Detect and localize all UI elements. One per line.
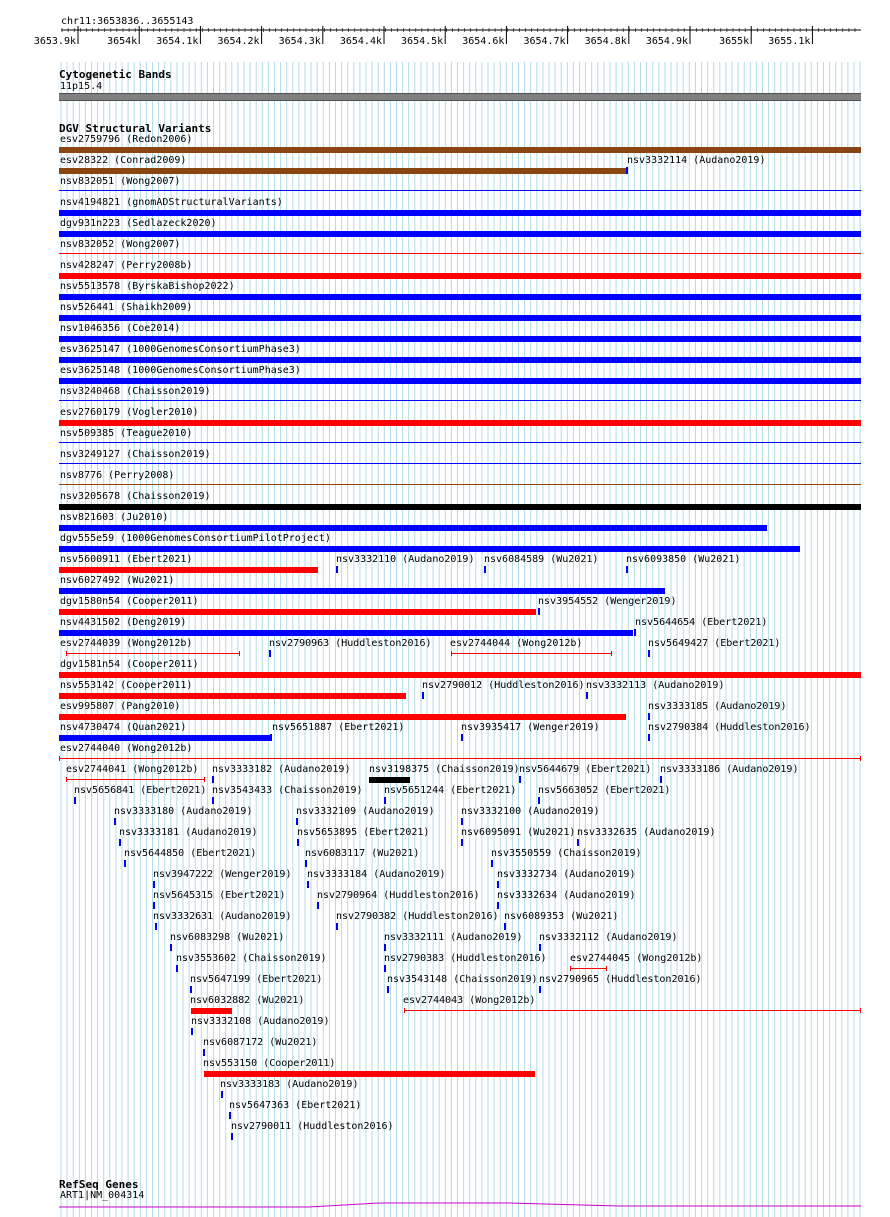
dgv-feature-label: nsv3198375 (Chaisson2019): [369, 764, 520, 775]
ruler-tick-label: 3655k: [719, 36, 750, 47]
dgv-feature-label: nsv3543148 (Chaisson2019): [387, 974, 538, 985]
dgv-feature-bar[interactable]: [59, 378, 861, 384]
dgv-feature-line[interactable]: [59, 484, 861, 485]
dgv-feature-tick[interactable]: [539, 986, 541, 993]
dgv-feature-label: nsv5663052 (Ebert2021): [538, 785, 671, 796]
dgv-feature-line[interactable]: [59, 190, 861, 191]
dgv-feature-label: nsv832052 (Wong2007): [60, 239, 181, 250]
dgv-feature-gapped[interactable]: [570, 968, 607, 969]
dgv-feature-label: nsv3240468 (Chaisson2019): [60, 386, 211, 397]
dgv-feature-tick[interactable]: [155, 923, 157, 930]
dgv-feature-label: dgv555e59 (1000GenomesConsortiumPilotProject): [60, 533, 331, 544]
dgv-feature-bar[interactable]: [59, 630, 633, 636]
dgv-feature-label: esv2744044 (Wong2012b): [450, 638, 583, 649]
ruler-tick-label: 3654.6k: [462, 36, 505, 47]
dgv-feature-label: nsv2790011 (Huddleston2016): [231, 1121, 394, 1132]
dgv-feature-bar[interactable]: [59, 567, 318, 573]
dgv-feature-tick[interactable]: [296, 818, 298, 825]
ruler-tick-label: 3654.3k: [278, 36, 321, 47]
dgv-feature-tick[interactable]: [270, 734, 272, 741]
dgv-feature-label: esv3625147 (1000GenomesConsortiumPhase3): [60, 344, 301, 355]
dgv-feature-tick[interactable]: [114, 818, 116, 825]
ruler-tick-label: 3655.1k: [768, 36, 811, 47]
dgv-feature-bar[interactable]: [59, 273, 861, 279]
dgv-feature-tick[interactable]: [586, 692, 588, 699]
dgv-feature-gapped[interactable]: [66, 779, 205, 780]
dgv-feature-label: nsv5644679 (Ebert2021): [519, 764, 652, 775]
cytoband-track-title: Cytogenetic Bands: [59, 68, 172, 81]
ruler-tick-label: 3654.5k: [401, 36, 444, 47]
dgv-feature-label: nsv6084589 (Wu2021): [484, 554, 599, 565]
dgv-feature-tick[interactable]: [269, 650, 271, 657]
dgv-feature-label: nsv6093850 (Wu2021): [626, 554, 741, 565]
dgv-feature-label: nsv6032882 (Wu2021): [190, 995, 305, 1006]
dgv-feature-tick[interactable]: [305, 860, 307, 867]
dgv-feature-bar[interactable]: [59, 336, 861, 342]
dgv-feature-tick[interactable]: [170, 944, 172, 951]
dgv-feature-line[interactable]: [59, 442, 861, 443]
dgv-feature-endcap: [570, 966, 571, 971]
dgv-feature-label: nsv428247 (Perry2008b): [60, 260, 193, 271]
dgv-feature-label: nsv3332634 (Audano2019): [497, 890, 636, 901]
dgv-feature-label: nsv3332112 (Audano2019): [539, 932, 678, 943]
dgv-feature-tick[interactable]: [519, 776, 521, 783]
ruler-tick-label: 3654.8k: [584, 36, 627, 47]
dgv-feature-tick[interactable]: [504, 923, 506, 930]
dgv-feature-tick[interactable]: [384, 797, 386, 804]
dgv-feature-line[interactable]: [59, 463, 861, 464]
dgv-feature-bar[interactable]: [59, 231, 861, 237]
dgv-feature-label: nsv1046356 (Coe2014): [60, 323, 181, 334]
dgv-feature-tick[interactable]: [491, 860, 493, 867]
dgv-feature-label: esv28322 (Conrad2009): [60, 155, 187, 166]
dgv-feature-label: nsv4431502 (Deng2019): [60, 617, 187, 628]
dgv-feature-tick[interactable]: [119, 839, 121, 846]
dgv-feature-tick[interactable]: [336, 566, 338, 573]
dgv-feature-label: nsv3333183 (Audano2019): [220, 1079, 359, 1090]
dgv-feature-bar[interactable]: [191, 1008, 232, 1014]
dgv-feature-bar[interactable]: [204, 1071, 535, 1077]
dgv-feature-bar[interactable]: [59, 525, 767, 531]
dgv-feature-label: nsv6083117 (Wu2021): [305, 848, 420, 859]
dgv-feature-endcap: [611, 651, 612, 656]
dgv-feature-label: nsv6083298 (Wu2021): [170, 932, 285, 943]
ruler-tick-label: 3654.4k: [339, 36, 382, 47]
ruler-tick-label: 3654k: [107, 36, 138, 47]
dgv-feature-label: esv2760179 (Vogler2010): [60, 407, 199, 418]
locus-label: chr11:3653836..3655143: [61, 16, 194, 27]
dgv-feature-endcap: [451, 651, 452, 656]
dgv-feature-label: nsv5600911 (Ebert2021): [60, 554, 193, 565]
refseq-gene-label: ART1|NM_004314: [60, 1190, 145, 1201]
dgv-feature-tick[interactable]: [124, 860, 126, 867]
dgv-feature-tick[interactable]: [648, 734, 650, 741]
dgv-feature-label: nsv3333180 (Audano2019): [114, 806, 253, 817]
dgv-feature-label: esv2744039 (Wong2012b): [60, 638, 193, 649]
dgv-feature-tick[interactable]: [577, 839, 579, 846]
dgv-feature-tick[interactable]: [461, 839, 463, 846]
dgv-feature-tick[interactable]: [297, 839, 299, 846]
dgv-feature-tick[interactable]: [336, 923, 338, 930]
dgv-feature-label: esv995807 (Pang2010): [60, 701, 181, 712]
dgv-feature-label: esv2744041 (Wong2012b): [66, 764, 199, 775]
dgv-feature-label: nsv5651887 (Ebert2021): [272, 722, 405, 733]
dgv-feature-label: nsv5653895 (Ebert2021): [297, 827, 430, 838]
ruler-tick-label: 3653.9k: [33, 36, 76, 47]
dgv-feature-label: dgv931n223 (Sedlazeck2020): [60, 218, 217, 229]
dgv-feature-label: dgv1580n54 (Cooper2011): [60, 596, 199, 607]
dgv-feature-label: nsv3935417 (Wenger2019): [461, 722, 600, 733]
dgv-feature-label: nsv2790964 (Huddleston2016): [317, 890, 480, 901]
dgv-feature-bar[interactable]: [59, 147, 861, 153]
dgv-feature-label: nsv4730474 (Quan2021): [60, 722, 187, 733]
dgv-feature-label: nsv2790963 (Huddleston2016): [269, 638, 432, 649]
dgv-feature-bar[interactable]: [59, 672, 861, 678]
dgv-feature-gapped[interactable]: [66, 653, 240, 654]
dgv-feature-label: nsv553142 (Cooper2011): [60, 680, 193, 691]
dgv-feature-gapped[interactable]: [59, 758, 861, 759]
dgv-feature-tick[interactable]: [422, 692, 424, 699]
dgv-feature-label: nsv5656841 (Ebert2021): [74, 785, 207, 796]
dgv-feature-label: nsv3550559 (Chaisson2019): [491, 848, 642, 859]
dgv-feature-line[interactable]: [59, 253, 861, 254]
dgv-feature-tick[interactable]: [231, 1133, 233, 1140]
dgv-feature-bar[interactable]: [59, 210, 861, 216]
dgv-feature-bar[interactable]: [59, 420, 861, 426]
dgv-feature-tick[interactable]: [461, 818, 463, 825]
dgv-feature-tick[interactable]: [497, 902, 499, 909]
dgv-feature-gapped[interactable]: [451, 653, 612, 654]
dgv-feature-label: nsv3947222 (Wenger2019): [153, 869, 292, 880]
cytoband-bar[interactable]: [59, 93, 861, 101]
dgv-feature-tick[interactable]: [484, 566, 486, 573]
dgv-feature-label: nsv3333182 (Audano2019): [212, 764, 351, 775]
dgv-feature-tick[interactable]: [317, 902, 319, 909]
dgv-feature-tick[interactable]: [190, 986, 192, 993]
dgv-feature-tick[interactable]: [384, 965, 386, 972]
dgv-feature-label: nsv5647199 (Ebert2021): [190, 974, 323, 985]
dgv-feature-label: nsv6027492 (Wu2021): [60, 575, 175, 586]
dgv-feature-label: nsv3332635 (Audano2019): [577, 827, 716, 838]
dgv-feature-label: esv3625148 (1000GenomesConsortiumPhase3): [60, 365, 301, 376]
dgv-feature-endcap: [239, 651, 240, 656]
dgv-feature-endcap: [404, 1008, 405, 1013]
dgv-feature-label: nsv3333186 (Audano2019): [660, 764, 799, 775]
dgv-feature-tick[interactable]: [660, 776, 662, 783]
dgv-feature-label: nsv509385 (Teague2010): [60, 428, 193, 439]
dgv-feature-label: nsv3333185 (Audano2019): [648, 701, 787, 712]
dgv-feature-tick[interactable]: [307, 881, 309, 888]
dgv-feature-label: nsv526441 (Shaikh2009): [60, 302, 193, 313]
dgv-feature-endcap: [204, 777, 205, 782]
dgv-feature-label: nsv3954552 (Wenger2019): [538, 596, 677, 607]
dgv-feature-tick[interactable]: [384, 944, 386, 951]
dgv-feature-label: esv2759796 (Redon2006): [60, 134, 193, 145]
dgv-feature-label: nsv2790382 (Huddleston2016): [336, 911, 499, 922]
dgv-feature-label: nsv5647363 (Ebert2021): [229, 1100, 362, 1111]
dgv-feature-bar[interactable]: [59, 609, 536, 615]
dgv-feature-label: nsv6095091 (Wu2021): [461, 827, 576, 838]
dgv-feature-tick[interactable]: [634, 629, 636, 636]
dgv-feature-tick[interactable]: [538, 797, 540, 804]
refseq-gene-model[interactable]: [59, 1200, 861, 1210]
dgv-feature-label: dgv1581n54 (Cooper2011): [60, 659, 199, 670]
dgv-feature-label: nsv2790965 (Huddleston2016): [539, 974, 702, 985]
dgv-feature-label: nsv6089353 (Wu2021): [504, 911, 619, 922]
dgv-feature-endcap: [66, 651, 67, 656]
dgv-feature-label: nsv3205678 (Chaisson2019): [60, 491, 211, 502]
dgv-feature-label: nsv3332100 (Audano2019): [461, 806, 600, 817]
dgv-feature-tick[interactable]: [539, 944, 541, 951]
dgv-feature-label: nsv3333181 (Audano2019): [119, 827, 258, 838]
ruler-tick-label: 3654.1k: [156, 36, 199, 47]
dgv-feature-tick[interactable]: [221, 1091, 223, 1098]
dgv-feature-tick[interactable]: [538, 608, 540, 615]
dgv-feature-label: nsv4194821 (gnomADStructuralVariants): [60, 197, 283, 208]
dgv-feature-label: nsv3249127 (Chaisson2019): [60, 449, 211, 460]
dgv-feature-endcap: [860, 756, 861, 761]
dgv-feature-bar[interactable]: [59, 693, 406, 699]
dgv-feature-label: nsv832051 (Wong2007): [60, 176, 181, 187]
dgv-feature-tick[interactable]: [461, 734, 463, 741]
dgv-feature-tick[interactable]: [497, 881, 499, 888]
dgv-feature-tick[interactable]: [191, 1028, 193, 1035]
dgv-feature-bar[interactable]: [59, 504, 861, 510]
dgv-feature-bar[interactable]: [59, 357, 861, 363]
dgv-feature-line[interactable]: [59, 400, 861, 401]
dgv-feature-tick[interactable]: [176, 965, 178, 972]
dgv-feature-label: nsv6087172 (Wu2021): [203, 1037, 318, 1048]
dgv-feature-tick[interactable]: [387, 986, 389, 993]
dgv-feature-bar[interactable]: [59, 294, 861, 300]
dgv-feature-label: nsv3332631 (Audano2019): [153, 911, 292, 922]
dgv-feature-tick[interactable]: [153, 881, 155, 888]
dgv-feature-endcap: [606, 966, 607, 971]
dgv-feature-bar[interactable]: [59, 714, 626, 720]
dgv-feature-gapped[interactable]: [404, 1010, 861, 1011]
dgv-feature-tick[interactable]: [648, 713, 650, 720]
dgv-feature-label: nsv5644654 (Ebert2021): [635, 617, 768, 628]
dgv-feature-label: nsv3332108 (Audano2019): [191, 1016, 330, 1027]
dgv-feature-label: nsv2790012 (Huddleston2016): [422, 680, 585, 691]
dgv-feature-tick[interactable]: [74, 797, 76, 804]
dgv-feature-label: nsv3332113 (Audano2019): [586, 680, 725, 691]
dgv-feature-label: nsv2790384 (Huddleston2016): [648, 722, 811, 733]
dgv-feature-endcap: [66, 777, 67, 782]
dgv-feature-label: nsv3332111 (Audano2019): [384, 932, 523, 943]
dgv-feature-label: nsv3543433 (Chaisson2019): [212, 785, 363, 796]
ruler: [0, 0, 890, 60]
dgv-feature-label: nsv5644850 (Ebert2021): [124, 848, 257, 859]
cytoband-label: 11p15.4: [60, 81, 103, 92]
dgv-track-title: DGV Structural Variants: [59, 122, 212, 135]
dgv-feature-bar[interactable]: [59, 315, 861, 321]
dgv-feature-tick[interactable]: [203, 1049, 205, 1056]
dgv-feature-label: esv2744043 (Wong2012b): [403, 995, 536, 1006]
dgv-feature-label: nsv3332114 (Audano2019): [627, 155, 766, 166]
dgv-feature-bar[interactable]: [369, 777, 410, 783]
dgv-feature-label: nsv553150 (Cooper2011): [203, 1058, 336, 1069]
dgv-feature-tick[interactable]: [648, 650, 650, 657]
dgv-feature-bar[interactable]: [59, 735, 272, 741]
dgv-feature-label: nsv5649427 (Ebert2021): [648, 638, 781, 649]
dgv-feature-label: esv2744045 (Wong2012b): [570, 953, 703, 964]
dgv-feature-label: nsv3332734 (Audano2019): [497, 869, 636, 880]
dgv-feature-tick[interactable]: [229, 1112, 231, 1119]
dgv-feature-label: nsv8776 (Perry2008): [60, 470, 175, 481]
dgv-feature-bar[interactable]: [59, 168, 627, 174]
dgv-feature-tick[interactable]: [212, 797, 214, 804]
dgv-feature-label: nsv3553602 (Chaisson2019): [176, 953, 327, 964]
ruler-tick-label: 3654.9k: [645, 36, 688, 47]
dgv-feature-label: nsv3332110 (Audano2019): [336, 554, 475, 565]
refseq-track-title: RefSeq Genes: [59, 1178, 139, 1191]
dgv-feature-label: nsv821603 (Ju2010): [60, 512, 169, 523]
dgv-feature-tick[interactable]: [626, 566, 628, 573]
dgv-feature-tick[interactable]: [153, 902, 155, 909]
dgv-feature-label: nsv5513578 (ByrskaBishop2022): [60, 281, 235, 292]
dgv-feature-tick[interactable]: [212, 776, 214, 783]
dgv-feature-label: nsv3332109 (Audano2019): [296, 806, 435, 817]
dgv-feature-bar[interactable]: [59, 588, 665, 594]
dgv-feature-endcap: [59, 756, 60, 761]
dgv-feature-label: esv2744040 (Wong2012b): [60, 743, 193, 754]
dgv-feature-label: nsv5645315 (Ebert2021): [153, 890, 286, 901]
ruler-tick-label: 3654.2k: [217, 36, 260, 47]
dgv-feature-bar[interactable]: [59, 546, 800, 552]
dgv-feature-tick[interactable]: [626, 167, 628, 174]
ruler-tick-label: 3654.7k: [523, 36, 566, 47]
dgv-feature-label: nsv5651244 (Ebert2021): [384, 785, 517, 796]
dgv-feature-endcap: [860, 1008, 861, 1013]
dgv-feature-label: nsv3333184 (Audano2019): [307, 869, 446, 880]
dgv-feature-label: nsv2790383 (Huddleston2016): [384, 953, 547, 964]
